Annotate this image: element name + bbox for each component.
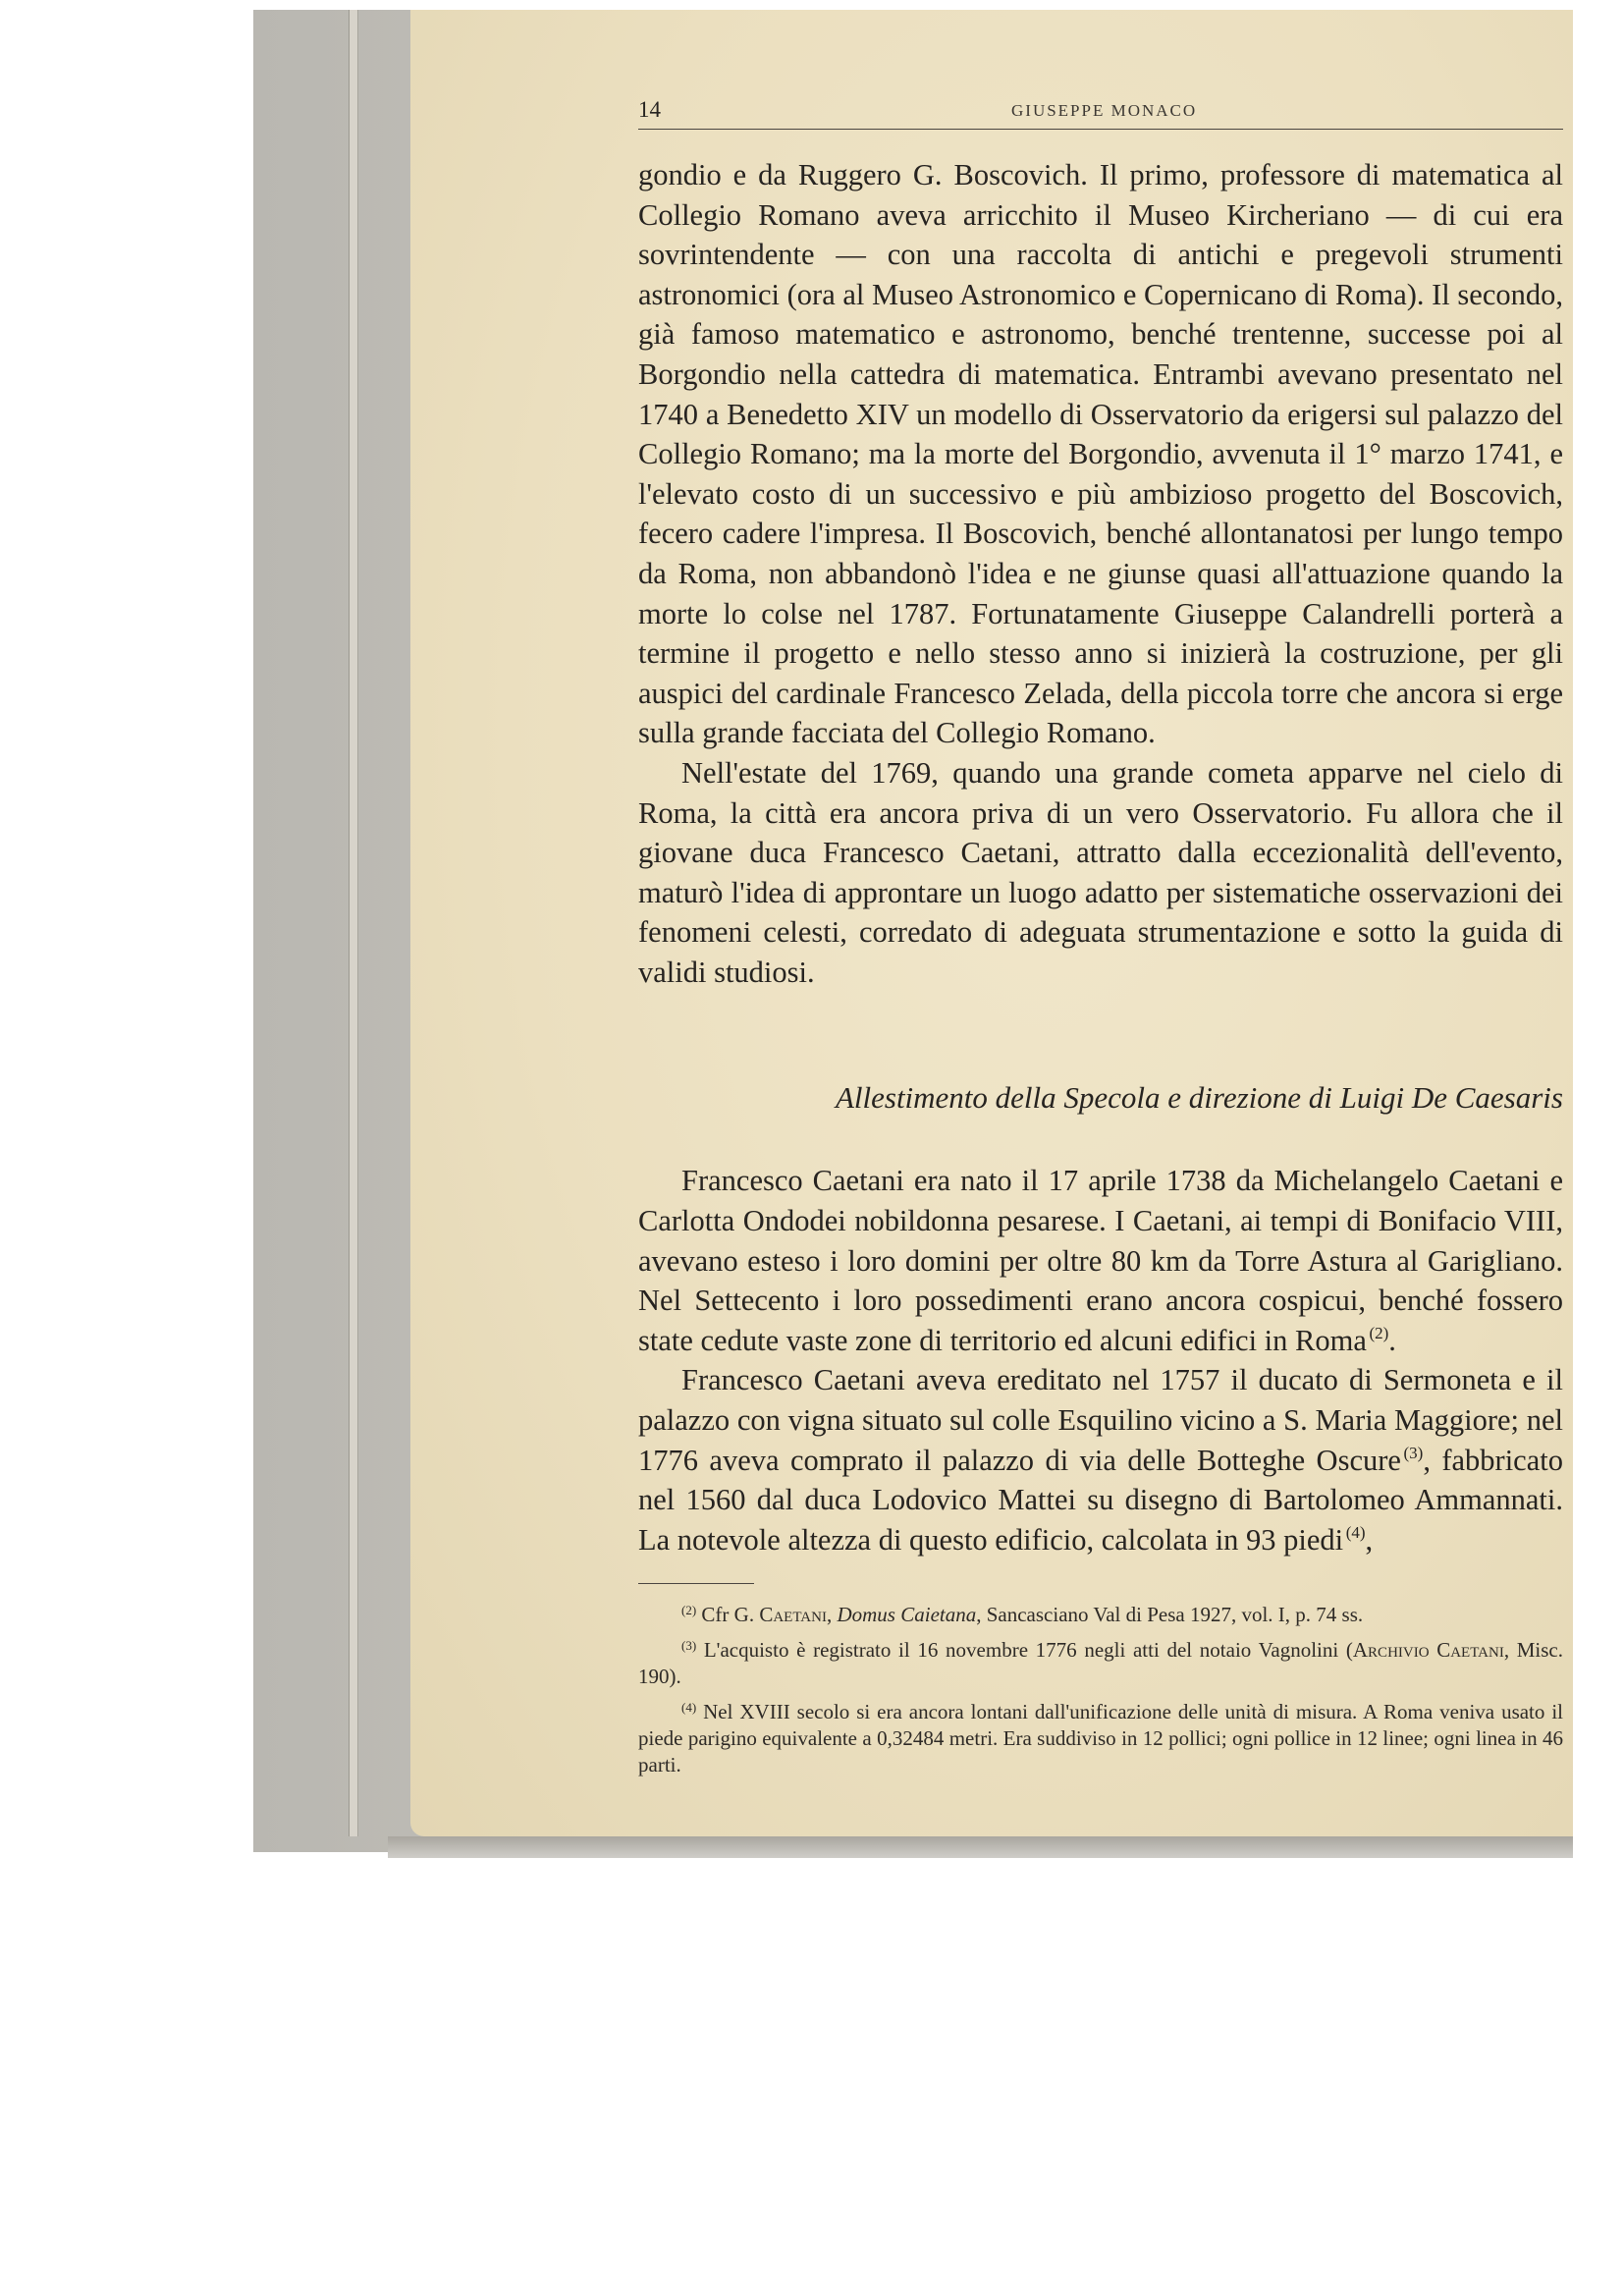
footnotes [638, 1602, 1563, 1778]
footnote-text: Cfr G. [701, 1603, 760, 1627]
body-text [638, 155, 1563, 1559]
footnote-4 [638, 1699, 1563, 1778]
section-heading: Allestimento della Specola e direzione di Luigi De Caesaris [835, 1080, 1563, 1116]
page-number: 14 [638, 97, 661, 122]
footnote-archive: Archivio Caetani [1352, 1638, 1504, 1663]
footnote-marker: (4) [681, 1700, 697, 1716]
page-shadow [388, 1836, 1573, 1858]
footnote-text: , Sancasciano Val di Pesa 1927, vol. I, p. 74 ss. [976, 1603, 1364, 1627]
running-head [638, 93, 1563, 130]
page-edge [349, 10, 358, 1836]
footnote-author: Caetani [759, 1603, 827, 1627]
footnote-marker: (3) [681, 1638, 697, 1654]
paragraph-3-text: Francesco Caetani era nato il 17 aprile 1738 da Michelangelo Caetani e Carlotta Ondodei nobildonna pesarese. I Caetani, ai tempi di Bonifacio VIII, avevano esteso i loro domini per oltre 80 km da Torre Astura al Garigliano. Nel Settecento i loro possedimenti erano ancora cospicui, benché fossero state cedute vaste zone di territorio ed alcuni edifici in Roma [638, 1164, 1563, 1357]
paragraph-4-text-b: , fabbricato nel 1560 dal duca Lodovico Mattei su disegno di Bartolomeo Ammannati. La notevole altezza di questo edificio, calcolata in 93 piedi [638, 1443, 1563, 1557]
footnote-text: , Misc. 190). [638, 1638, 1564, 1689]
paragraph-2: Nell'estate del 1769, quando una grande cometa apparve nel cielo di Roma, la città era ancora priva di un vero Osservatorio. Fu allora che il giovane duca Francesco Caetani, attratto dalla eccezionalità dell'evento, maturò l'idea di approntare un luogo adatto per sistematiche osservazioni dei fenomeni celesti, corredato di adeguata strumentazione e sotto la guida di validi studiosi. [638, 755, 1563, 989]
paragraph-4-text-a: Francesco Caetani aveva ereditato nel 1757 il ducato di Sermoneta e il palazzo con vigna situato sul colle Esquilino vicino a S. Maria Maggiore; nel 1776 aveva comprato il palazzo di via delle Botteghe Oscure [638, 1363, 1563, 1477]
footnote-text: L'acquisto è registrato il 16 novembre 1776 negli atti del notaio Vagnolini ( [703, 1638, 1353, 1663]
footnote-text: , [826, 1603, 838, 1627]
running-title: GIUSEPPE MONACO [1011, 101, 1198, 120]
footnote-book-title: Domus Caietana [837, 1603, 977, 1627]
paragraph-1: gondio e da Ruggero G. Boscovich. Il primo, professore di matematica al Collegio Romano aveva arricchito il Museo Kircheriano — di cui era sovrintendente — con una raccolta di antichi e pregevoli strumenti astronomici (ora al Museo Astronomico e Copernicano di Roma). Il secondo, già famoso matematico e astronomo, benché trentenne, successe poi al Borgondio nella cattedra di matematica. Entrambi avevano presentato nel 1740 a Benedetto XIV un modello di Osservatorio da erigersi sul palazzo del Collegio Romano; ma la morte del Borgondio, avvenuta il 1° marzo 1741, e l'elevato costo di un successivo e più ambizioso progetto del Boscovich, fecero cadere l'impresa. Il Boscovich, benché allontanatosi per lungo tempo da Roma, non abbandonò l'idea e ne giunse quasi all'attuazione quando la morte lo colse nel 1787. Fortunatamente Giuseppe Calandrelli porterà a termine il progetto e nello stesso anno si inizierà la costruzione, per gli auspici del cardinale Francesco Zelada, della piccola torre che ancora si erge sulla grande facciata del Collegio Romano. [638, 158, 1563, 750]
footnote-divider [638, 1583, 754, 1584]
paragraph-4-text-c: , [1365, 1522, 1374, 1557]
footnote-ref-3[interactable]: (3) [1403, 1443, 1424, 1462]
paragraph-3 [638, 1161, 1563, 1360]
footnote-text: Nel XVIII secolo si era ancora lontani dall'unificazione delle unità di misura. A Roma veniva usato il piede parigino equivalente a 0,32484 metri. Era suddiviso in 12 pollici; ogni pollice in 12 linee; ogni linea in 46 parti. [638, 1700, 1564, 1777]
footnote-ref-2[interactable]: (2) [1369, 1323, 1389, 1342]
footnote-marker: (2) [681, 1603, 697, 1618]
footnote-2 [638, 1602, 1563, 1628]
page-content [638, 93, 1563, 1787]
paragraph-3-end: . [1388, 1323, 1396, 1357]
footnote-3 [638, 1637, 1563, 1690]
paragraph-4 [638, 1360, 1563, 1559]
footnote-ref-4[interactable]: (4) [1345, 1522, 1366, 1542]
